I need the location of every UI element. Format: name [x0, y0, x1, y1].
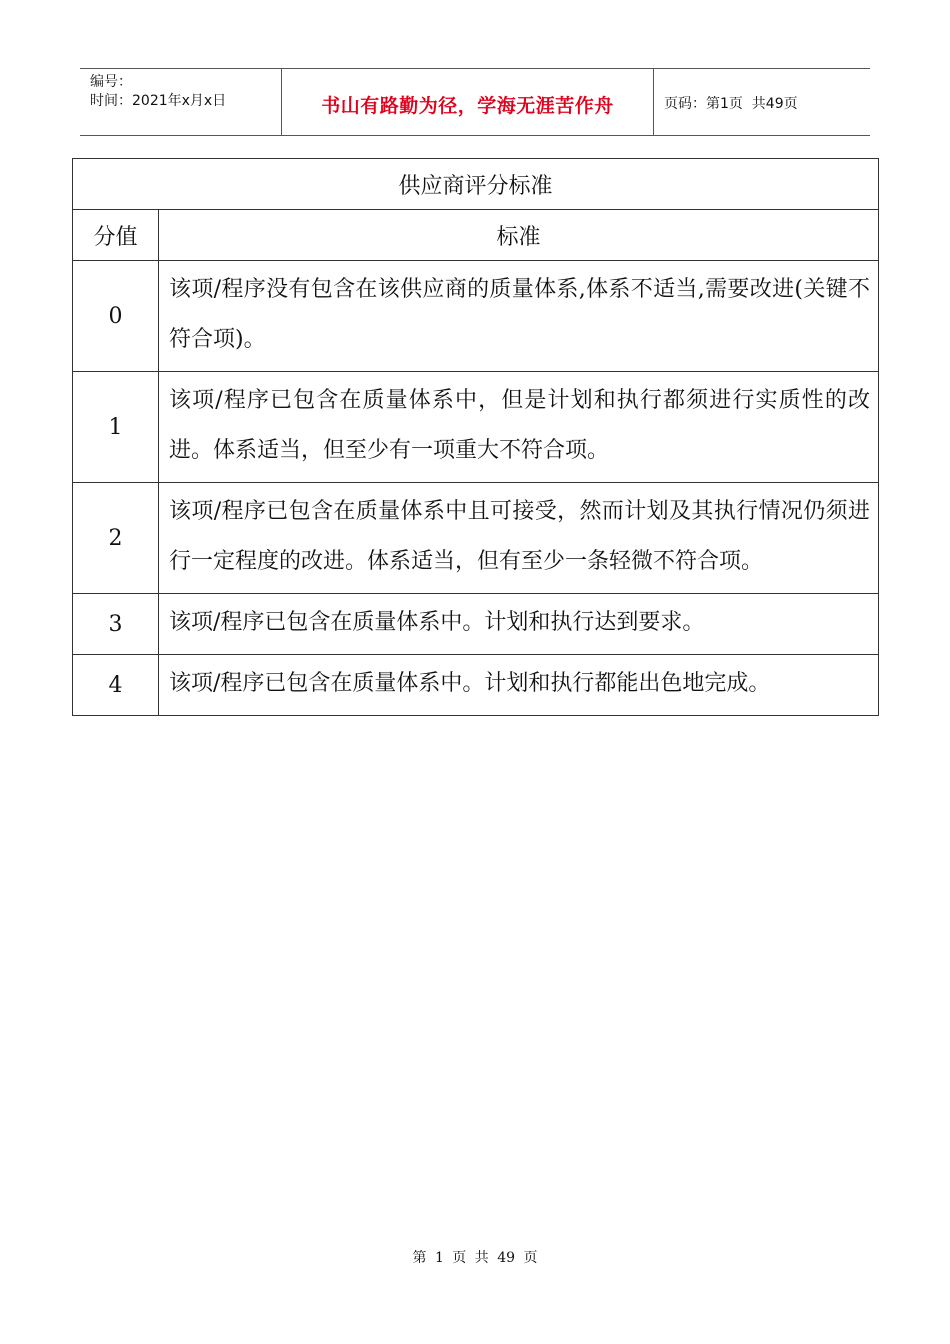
column-header-criterion: 标准	[159, 210, 879, 261]
score-cell: 2	[73, 483, 159, 594]
score-cell: 3	[73, 594, 159, 655]
header-meta	[80, 69, 282, 135]
page-footer: 第 1 页 共 49 页	[412, 1250, 538, 1266]
table-row	[73, 261, 879, 372]
supplier-scoring-table	[72, 158, 879, 716]
column-header-score: 分值	[73, 210, 159, 261]
score-cell: 1	[73, 372, 159, 483]
table-title-row	[73, 159, 879, 210]
document-date: 时间：2021年x月x日	[90, 93, 227, 109]
criterion-cell: 该项/程序已包含在质量体系中。计划和执行达到要求。	[159, 594, 879, 655]
score-cell: 0	[73, 261, 159, 372]
criterion-cell: 该项/程序没有包含在该供应商的质量体系,体系不适当,需要改进(关键不符合项)。	[159, 261, 879, 372]
criterion-cell: 该项/程序已包含在质量体系中。计划和执行都能出色地完成。	[159, 655, 879, 716]
table-row	[73, 594, 879, 655]
score-cell: 4	[73, 655, 159, 716]
table-header-row	[73, 210, 879, 261]
page-header	[80, 68, 870, 136]
header-motto: 书山有路勤为径，学海无涯苦作舟	[282, 69, 654, 135]
criterion-cell: 该项/程序已包含在质量体系中且可接受，然而计划及其执行情况仍须进行一定程度的改进。体系适当，但有至少一条轻微不符合项。	[159, 483, 879, 594]
table-row	[73, 372, 879, 483]
header-page-info-text: 页码：第1页 共49页	[664, 96, 798, 112]
table-row	[73, 655, 879, 716]
criterion-cell: 该项/程序已包含在质量体系中，但是计划和执行都须进行实质性的改进。体系适当，但至少有一项重大不符合项。	[159, 372, 879, 483]
table-row	[73, 483, 879, 594]
document-number-label: 编号：	[90, 74, 132, 90]
header-page-info	[654, 69, 870, 135]
table-title: 供应商评分标准	[73, 159, 879, 210]
